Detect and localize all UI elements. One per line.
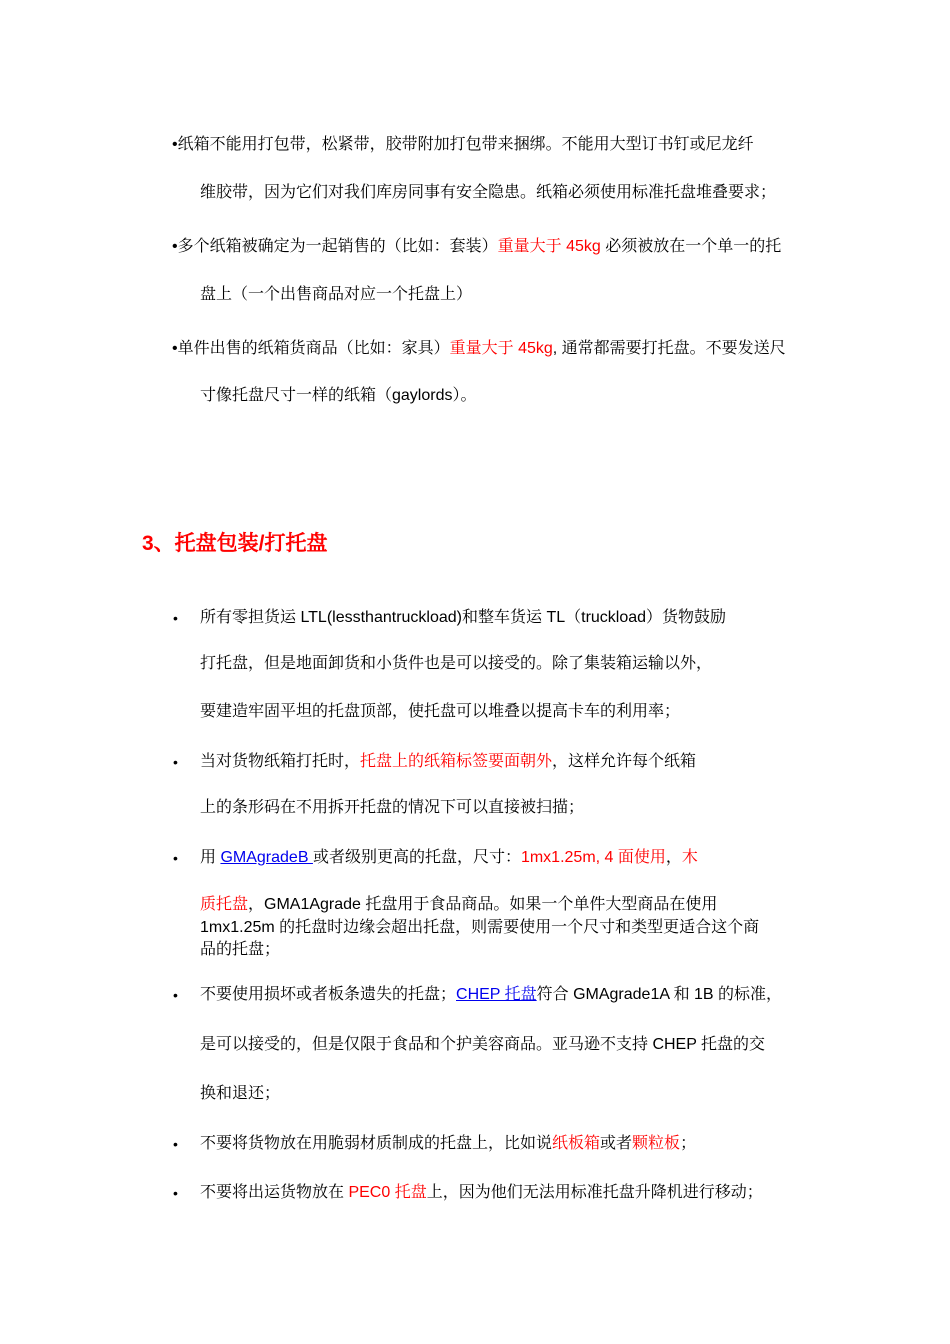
bullet-dot: • (173, 754, 178, 770)
bullet-dot: • (173, 1185, 178, 1201)
pallet-bullet-1-line-1: 所有零担货运 LTL(lessthantruckload)和整车货运 TL（truckload）货物鼓励 (200, 609, 727, 626)
bullet-glyph: • (172, 238, 178, 255)
bullet-dot: • (173, 610, 178, 626)
pallet-bullet-3-line-4: 品的托盘； (200, 941, 281, 958)
bullet-3-line-1: •单件出售的纸箱货商品（比如：家具）重量大于 45kg, 通常都需要打托盘。不要发送尺 (172, 340, 786, 357)
pallet-bullet-2-line-1: 当对货物纸箱打托时，托盘上的纸箱标签要面朝外，这样允许每个纸箱 (200, 753, 697, 770)
size-highlight: 1mx1.25m, 4 面使用 (520, 849, 666, 866)
wood-pallet-highlight: 质托盘 (200, 896, 249, 913)
cardboard-highlight: 纸板箱 (552, 1135, 601, 1152)
particle-board-highlight: 颗粒板 (632, 1135, 681, 1152)
chep-pallet-link[interactable]: CHEP 托盘 (456, 986, 537, 1003)
pallet-bullet-4-line-1: 不要使用损坏或者板条遗失的托盘；CHEP 托盘符合 GMAgrade1A 和 1B 的标准， (200, 986, 783, 1003)
pallet-bullet-4-line-2: 是可以接受的，但是仅限于食品和个护美容商品。亚马逊不支持 CHEP 托盘的交 (200, 1036, 766, 1053)
pallet-bullet-1-line-3: 要建造牢固平坦的托盘顶部，使托盘可以堆叠以提高卡车的利用率； (200, 703, 681, 720)
weight-highlight: 重量大于 45kg (449, 340, 553, 357)
pallet-bullet-5-line-1: 不要将货物放在用脆弱材质制成的托盘上，比如说纸板箱或者颗粒板； (200, 1135, 697, 1152)
bullet-2-line-2: 盘上（一个出售商品对应一个托盘上） (200, 286, 473, 303)
bullet-dot: • (173, 850, 178, 866)
pallet-bullet-3-line-1: 用 GMAgradeB 或者级别更高的托盘，尺寸：1mx1.25m, 4 面使用，木 (200, 849, 698, 866)
pallet-bullet-4-line-3: 换和退还； (200, 1085, 281, 1102)
bullet-dot: • (173, 987, 178, 1003)
wood-highlight: 木 (681, 849, 698, 866)
bullet-dot: • (173, 1136, 178, 1152)
weight-highlight: 重量大于 45kg (497, 238, 601, 255)
pallet-bullet-6-line-1: 不要将出运货物放在 PEC0 托盘上，因为他们无法用标准托盘升降机进行移动； (200, 1184, 763, 1201)
bullet-2-line-1: •多个纸箱被确定为一起销售的（比如：套装）重量大于 45kg 必须被放在一个单一的托 (172, 238, 782, 255)
pallet-bullet-1-line-2: 打托盘，但是地面卸货和小货件也是可以接受的。除了集装箱运输以外， (200, 655, 713, 672)
gmagradeb-link[interactable]: GMAgradeB (220, 849, 313, 866)
label-facing-out-highlight: 托盘上的纸箱标签要面朝外 (360, 753, 553, 770)
bullet-glyph: • (172, 136, 178, 153)
pallet-bullet-2-line-2: 上的条形码在不用拆开托盘的情况下可以直接被扫描； (200, 799, 585, 816)
pallet-bullet-3-line-2: 质托盘，GMA1Agrade 托盘用于食品商品。如果一个单件大型商品在使用 (200, 896, 718, 913)
pallet-bullet-3-line-3: 1mx1.25m 的托盘时边缘会超出托盘，则需要使用一个尺寸和类型更适合这个商 (200, 919, 760, 936)
section-heading: 3、托盘包装/打托盘 (142, 532, 328, 555)
bullet-1-line-1: •纸箱不能用打包带，松紧带，胶带附加打包带来捆绑。不能用大型订书钉或尼龙纤 (172, 136, 754, 153)
bullet-3-line-2: 寸像托盘尺寸一样的纸箱（gaylords）。 (200, 387, 477, 404)
bullet-1-line-2: 维胶带，因为它们对我们库房同事有安全隐患。纸箱必须使用标准托盘堆叠要求； (200, 184, 777, 201)
peco-highlight: PEC0 托盘 (348, 1184, 427, 1201)
bullet-glyph: • (172, 340, 178, 357)
